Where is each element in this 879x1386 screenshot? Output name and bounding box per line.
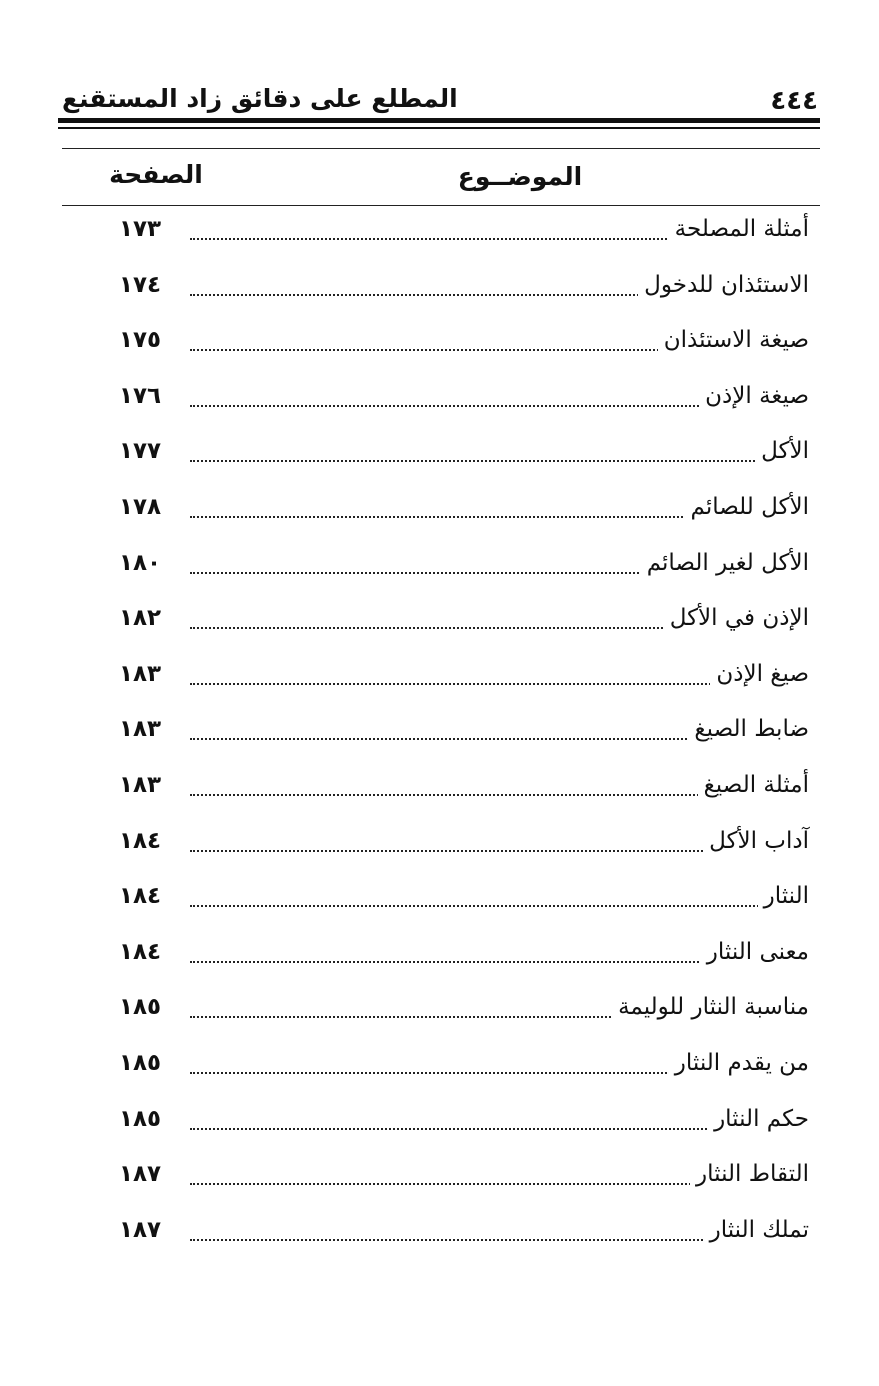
toc-entry-page: ١٧٣ bbox=[118, 216, 162, 242]
toc-dot-leader bbox=[190, 905, 807, 907]
toc-entry bbox=[0, 601, 879, 651]
toc-entry bbox=[0, 212, 879, 262]
toc-entry bbox=[0, 990, 879, 1040]
toc-entry-topic: صيغ الإذن bbox=[710, 661, 809, 687]
toc-entry-topic: الأكل لغير الصائم bbox=[641, 550, 809, 576]
toc-entry-topic: الأكل للصائم bbox=[685, 494, 809, 520]
toc-entry-page: ١٨٠ bbox=[118, 550, 162, 576]
toc-entry-topic: النثار bbox=[758, 883, 809, 909]
column-header-topic: الموضــوع bbox=[457, 162, 583, 191]
toc-entry-topic: الأكل bbox=[755, 438, 809, 464]
column-header-page: الصفحة bbox=[109, 160, 203, 189]
toc-entry-page: ١٨٥ bbox=[118, 994, 162, 1020]
toc-entry bbox=[0, 768, 879, 818]
toc-entry bbox=[0, 712, 879, 762]
toc-entry-topic: ضابط الصيغ bbox=[688, 716, 809, 742]
page-number: ٤٤٤ bbox=[770, 86, 818, 116]
toc-entry-page: ١٧٤ bbox=[118, 272, 162, 298]
toc-entry-topic: الإذن في الأكل bbox=[664, 605, 809, 631]
toc-entry-page: ١٨٢ bbox=[118, 605, 162, 631]
header-rule-thin bbox=[58, 127, 820, 129]
toc-entry-topic: صيغة الإذن bbox=[699, 383, 809, 409]
toc-entry bbox=[0, 935, 879, 985]
toc-entry-topic: أمثلة الصيغ bbox=[698, 772, 809, 798]
toc-entry-topic: تملك النثار bbox=[704, 1217, 809, 1243]
book-title: المطلع على دقائق زاد المستقنع bbox=[62, 84, 458, 113]
toc-entry-page: ١٧٦ bbox=[118, 383, 162, 409]
toc-entry-page: ١٨٣ bbox=[118, 661, 162, 687]
header-rule-thick bbox=[58, 118, 820, 123]
toc-entry-topic: الاستئذان للدخول bbox=[638, 272, 809, 298]
toc-dot-leader bbox=[190, 460, 807, 462]
toc-entry bbox=[0, 1046, 879, 1096]
toc-entry-page: ١٨٥ bbox=[118, 1050, 162, 1076]
toc-entry-topic: صيغة الاستئذان bbox=[658, 327, 809, 353]
table-rule-bottom bbox=[62, 205, 820, 206]
table-rule-top bbox=[62, 148, 820, 149]
toc-entry-topic: أمثلة المصلحة bbox=[669, 216, 809, 242]
toc-entry bbox=[0, 824, 879, 874]
toc-entry-topic: آداب الأكل bbox=[703, 828, 809, 854]
toc-entry-topic: من يقدم النثار bbox=[669, 1050, 809, 1076]
toc-entry-topic: معنى النثار bbox=[701, 939, 809, 965]
toc-entry bbox=[0, 268, 879, 318]
toc-entry-topic: حكم النثار bbox=[708, 1106, 809, 1132]
toc-entry bbox=[0, 323, 879, 373]
toc-entry-page: ١٧٥ bbox=[118, 327, 162, 353]
toc-entry-page: ١٨٣ bbox=[118, 772, 162, 798]
toc-entry-page: ١٨٤ bbox=[118, 939, 162, 965]
toc-entry-page: ١٨٧ bbox=[118, 1161, 162, 1187]
toc-entry-page: ١٨٤ bbox=[118, 883, 162, 909]
toc-entry bbox=[0, 490, 879, 540]
toc-entry bbox=[0, 1157, 879, 1207]
toc-entry bbox=[0, 379, 879, 429]
toc-entry bbox=[0, 1213, 879, 1263]
toc-entry bbox=[0, 1102, 879, 1152]
toc-entry-page: ١٨٤ bbox=[118, 828, 162, 854]
toc-entry bbox=[0, 879, 879, 929]
toc-entry bbox=[0, 434, 879, 484]
toc-entry-topic: التقاط النثار bbox=[690, 1161, 809, 1187]
toc-entry-page: ١٨٧ bbox=[118, 1217, 162, 1243]
toc-entry-page: ١٧٨ bbox=[118, 494, 162, 520]
toc-entry bbox=[0, 657, 879, 707]
toc-entry-page: ١٧٧ bbox=[118, 438, 162, 464]
running-header bbox=[62, 80, 818, 120]
toc-entry-topic: مناسبة النثار للوليمة bbox=[612, 994, 809, 1020]
toc-entry-page: ١٨٣ bbox=[118, 716, 162, 742]
toc-entry bbox=[0, 546, 879, 596]
toc-entry-page: ١٨٥ bbox=[118, 1106, 162, 1132]
